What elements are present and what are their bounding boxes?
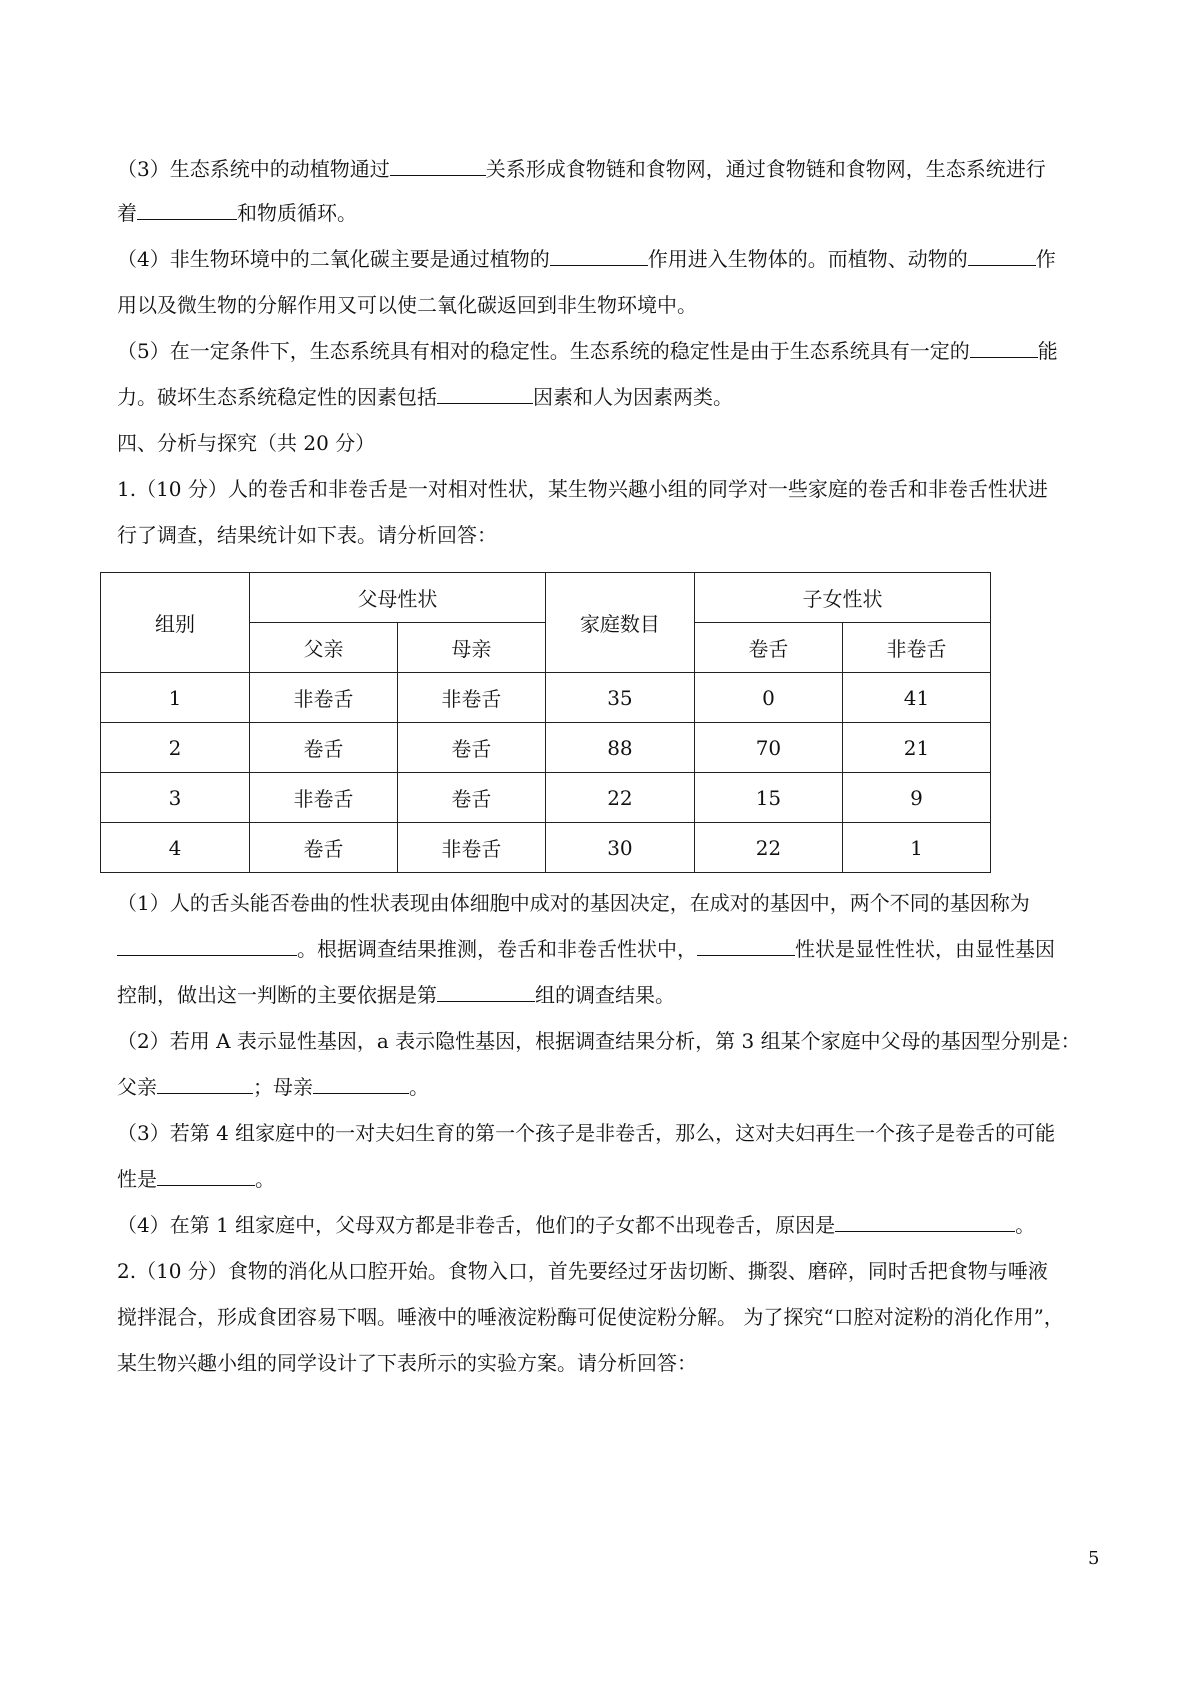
answer-blank[interactable] bbox=[437, 385, 533, 404]
sub1-line-2 bbox=[117, 935, 1055, 963]
answer-blank[interactable] bbox=[970, 339, 1038, 358]
sub1-line-1: （1）人的舌头能否卷曲的性状表现由体细胞中成对的基因决定，在成对的基因中，两个不同的基因称为 bbox=[117, 891, 1030, 915]
sub2-line-1: （2）若用 A 表示显性基因，a 表示隐性基因，根据调查结果分析，第 3 组某个家庭中父母的基因型分别是： bbox=[117, 1029, 1081, 1053]
question-5-line-1 bbox=[117, 337, 1058, 365]
text: 性是 bbox=[117, 1167, 157, 1191]
text: 。 bbox=[409, 1075, 429, 1099]
cell-rolling: 70 bbox=[694, 723, 842, 773]
cell-mother: 卷舌 bbox=[397, 773, 545, 823]
q1-intro-line-2: 行了调查，结果统计如下表。请分析回答： bbox=[117, 523, 497, 547]
cell-mother: 非卷舌 bbox=[397, 823, 545, 873]
question-5-line-2 bbox=[117, 383, 733, 411]
cell-nonrolling: 9 bbox=[842, 773, 990, 823]
cell-families: 88 bbox=[545, 723, 694, 773]
text: 着 bbox=[117, 201, 137, 225]
sub1-line-3 bbox=[117, 981, 675, 1009]
cell-families: 22 bbox=[545, 773, 694, 823]
cell-father: 卷舌 bbox=[249, 823, 397, 873]
header-group: 组别 bbox=[101, 573, 250, 673]
answer-blank[interactable] bbox=[437, 983, 535, 1002]
q2-line-1: 2.（10 分）食物的消化从口腔开始。食物入口，首先要经过牙齿切断、撕裂、磨碎，同时舌把食物与唾液 bbox=[117, 1259, 1048, 1283]
text: 控制，做出这一判断的主要依据是第 bbox=[117, 983, 437, 1007]
header-children: 子女性状 bbox=[694, 573, 990, 623]
text: ；母亲 bbox=[253, 1075, 313, 1099]
sub2-line-2 bbox=[117, 1073, 429, 1101]
question-4-line-1 bbox=[117, 245, 1056, 273]
text: 。根据调查结果推测，卷舌和非卷舌性状中， bbox=[297, 937, 697, 961]
cell-father: 非卷舌 bbox=[249, 773, 397, 823]
answer-blank[interactable] bbox=[117, 937, 297, 956]
cell-families: 30 bbox=[545, 823, 694, 873]
cell-rolling: 22 bbox=[694, 823, 842, 873]
answer-blank[interactable] bbox=[968, 247, 1036, 266]
text: 能 bbox=[1037, 339, 1058, 363]
section-heading: 四、分析与探究（共 20 分） bbox=[117, 431, 376, 455]
text: 。 bbox=[1015, 1213, 1036, 1237]
answer-blank[interactable] bbox=[835, 1213, 1015, 1232]
cell-rolling: 0 bbox=[694, 673, 842, 723]
cell-father: 非卷舌 bbox=[249, 673, 397, 723]
table-row bbox=[101, 673, 991, 723]
text: 性状是显性性状，由显性基因 bbox=[795, 937, 1055, 961]
cell-group: 4 bbox=[101, 823, 250, 873]
answer-blank[interactable] bbox=[697, 937, 795, 956]
sub3-line-2 bbox=[117, 1165, 275, 1193]
text: （4）在第 1 组家庭中，父母双方都是非卷舌，他们的子女都不出现卷舌，原因是 bbox=[117, 1213, 836, 1237]
cell-group: 2 bbox=[101, 723, 250, 773]
cell-families: 35 bbox=[545, 673, 694, 723]
text: 作 bbox=[1035, 247, 1056, 271]
cell-group: 1 bbox=[101, 673, 250, 723]
answer-blank[interactable] bbox=[313, 1075, 409, 1094]
page-number: 5 bbox=[1088, 1548, 1100, 1569]
header-mother: 母亲 bbox=[397, 623, 545, 673]
table-header-row bbox=[101, 573, 991, 623]
q2-line-2: 搅拌混合，形成食团容易下咽。唾液中的唾液淀粉酶可促使淀粉分解。 为了探究“口腔对淀粉的消化作用”， bbox=[117, 1305, 1064, 1329]
text: 和物质循环。 bbox=[237, 201, 357, 225]
q1-intro-line-1: 1.（10 分）人的卷舌和非卷舌是一对相对性状，某生物兴趣小组的同学对一些家庭的卷舌和非卷舌性状进 bbox=[117, 477, 1048, 501]
answer-blank[interactable] bbox=[157, 1167, 255, 1186]
table-row bbox=[101, 723, 991, 773]
question-4-line-2 bbox=[117, 291, 697, 319]
table-row bbox=[101, 773, 991, 823]
text: 组的调查结果。 bbox=[535, 983, 675, 1007]
text: （4）非生物环境中的二氧化碳主要是通过植物的 bbox=[117, 247, 550, 271]
survey-table bbox=[100, 572, 991, 873]
text: 父亲 bbox=[117, 1075, 157, 1099]
cell-nonrolling: 41 bbox=[842, 673, 990, 723]
cell-rolling: 15 bbox=[694, 773, 842, 823]
text: 用以及微生物的分解作用又可以使二氧化碳返回到非生物环境中。 bbox=[117, 293, 697, 317]
sub3-line-1: （3）若第 4 组家庭中的一对夫妇生育的第一个孩子是非卷舌，那么，这对夫妇再生一个孩子是卷舌的可能 bbox=[117, 1121, 1056, 1145]
question-3-line-1 bbox=[117, 155, 1046, 183]
cell-father: 卷舌 bbox=[249, 723, 397, 773]
text: （5）在一定条件下，生态系统具有相对的稳定性。生态系统的稳定性是由于生态系统具有一定的 bbox=[117, 339, 970, 363]
cell-group: 3 bbox=[101, 773, 250, 823]
answer-blank[interactable] bbox=[550, 247, 648, 266]
question-3-line-2 bbox=[117, 199, 357, 227]
cell-mother: 卷舌 bbox=[397, 723, 545, 773]
text: 作用进入生物体的。而植物、动物的 bbox=[647, 247, 968, 271]
cell-nonrolling: 21 bbox=[842, 723, 990, 773]
text: 力。破坏生态系统稳定性的因素包括 bbox=[117, 385, 437, 409]
header-rolling: 卷舌 bbox=[694, 623, 842, 673]
sub4-line-1 bbox=[117, 1211, 1035, 1239]
text: 。 bbox=[255, 1167, 275, 1191]
header-parents: 父母性状 bbox=[249, 573, 545, 623]
q2-line-3: 某生物兴趣小组的同学设计了下表所示的实验方案。请分析回答： bbox=[117, 1351, 697, 1375]
text: （3）生态系统中的动植物通过 bbox=[117, 157, 390, 181]
header-families: 家庭数目 bbox=[545, 573, 694, 673]
text: 因素和人为因素两类。 bbox=[533, 385, 733, 409]
table-row bbox=[101, 823, 991, 873]
answer-blank[interactable] bbox=[137, 201, 237, 220]
cell-nonrolling: 1 bbox=[842, 823, 990, 873]
header-father: 父亲 bbox=[249, 623, 397, 673]
answer-blank[interactable] bbox=[390, 157, 486, 176]
header-nonrolling: 非卷舌 bbox=[842, 623, 990, 673]
cell-mother: 非卷舌 bbox=[397, 673, 545, 723]
text: 关系形成食物链和食物网，通过食物链和食物网，生态系统进行 bbox=[485, 157, 1046, 181]
answer-blank[interactable] bbox=[157, 1075, 253, 1094]
